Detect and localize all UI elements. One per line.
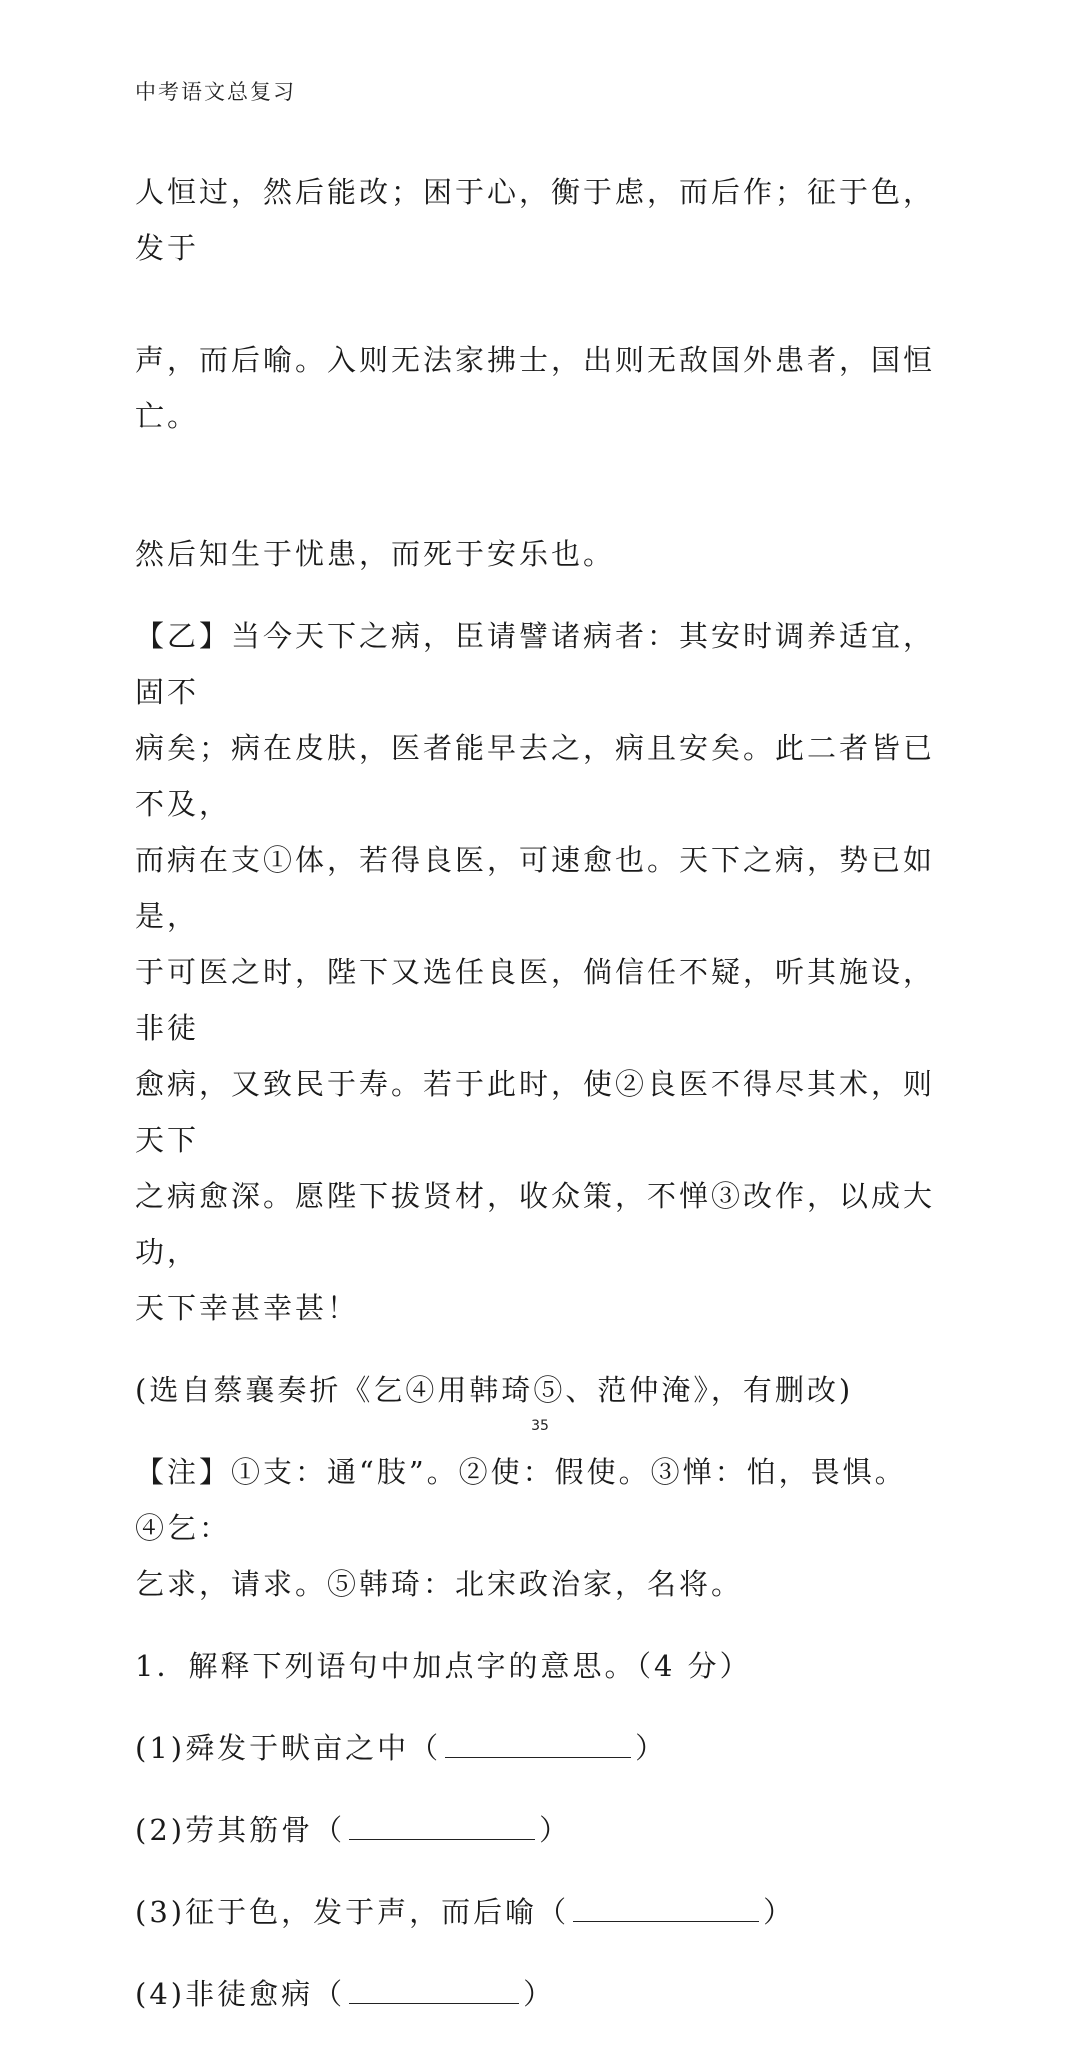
question-1-item-1: [135, 1720, 935, 1776]
passage-jia-line-1: 人恒过，然后能改；困于心，衡于虑，而后作；征于色，发于: [135, 175, 936, 265]
question-1-item-4: [135, 1966, 935, 2022]
page-header: 中考语文总复习: [135, 80, 296, 104]
source-citation: (选自蔡襄奏折《乞④用韩琦⑤、范仲淹》，有删改): [135, 1373, 854, 1407]
answer-blank-1[interactable]: [445, 1725, 631, 1758]
passage-yi: 【乙】当今天下之病，臣请譬诸病者：其安时调养适宜，固不 病矣；病在皮肤，医者能早去之，病且安矣。此二者皆已不及， 而病在支①体，若得良医，可速愈也。天下之病，势已如是， 于可医之时，陛下又选任良医，倘信任不疑，听其施设，非徒 愈病，又致民于寿。若于此时，使②良医不得尽其术，则天下 之病愈深。愿陛下拔贤材，收众策，不惮③改作，以成大功， 天下幸甚幸甚！: [135, 619, 936, 1325]
passage-jia-line-2: 声，而后喻。入则无法家拂士，出则无敌国外患者，国恒亡。: [135, 343, 936, 433]
passage-jia-ending: [135, 108, 935, 500]
item-label: (2)劳其筋骨（: [135, 1813, 346, 1847]
item-close: ）: [763, 1895, 796, 1929]
document-body: [135, 108, 935, 2048]
question-1-item-2: [135, 1802, 935, 1858]
item-close: ）: [523, 1977, 556, 2011]
item-close: ）: [539, 1813, 572, 1847]
annotation-notes: 【注】①支：通“肢”。②使：假使。③惮：怕，畏惧。④乞： 乞求，请求。⑤韩琦：北宋政治家，名将。: [135, 1455, 907, 1601]
passage-jia-conclusion: 然后知生于忧患，而死于安乐也。: [135, 537, 616, 571]
page-number: 35: [531, 1418, 549, 1434]
question-1-prompt: 1．解释下列语句中加点字的意思。（4 分）: [135, 1649, 752, 1683]
question-1-item-3: [135, 1884, 935, 1940]
answer-blank-2[interactable]: [349, 1807, 535, 1840]
item-label: (1)舜发于畎亩之中（: [135, 1731, 442, 1765]
answer-blank-4[interactable]: [349, 1971, 519, 2004]
item-close: ）: [635, 1731, 668, 1765]
item-label: (3)征于色，发于声，而后喻（: [135, 1895, 570, 1929]
answer-blank-3[interactable]: [573, 1889, 759, 1922]
item-label: (4)非徒愈病（: [135, 1977, 346, 2011]
